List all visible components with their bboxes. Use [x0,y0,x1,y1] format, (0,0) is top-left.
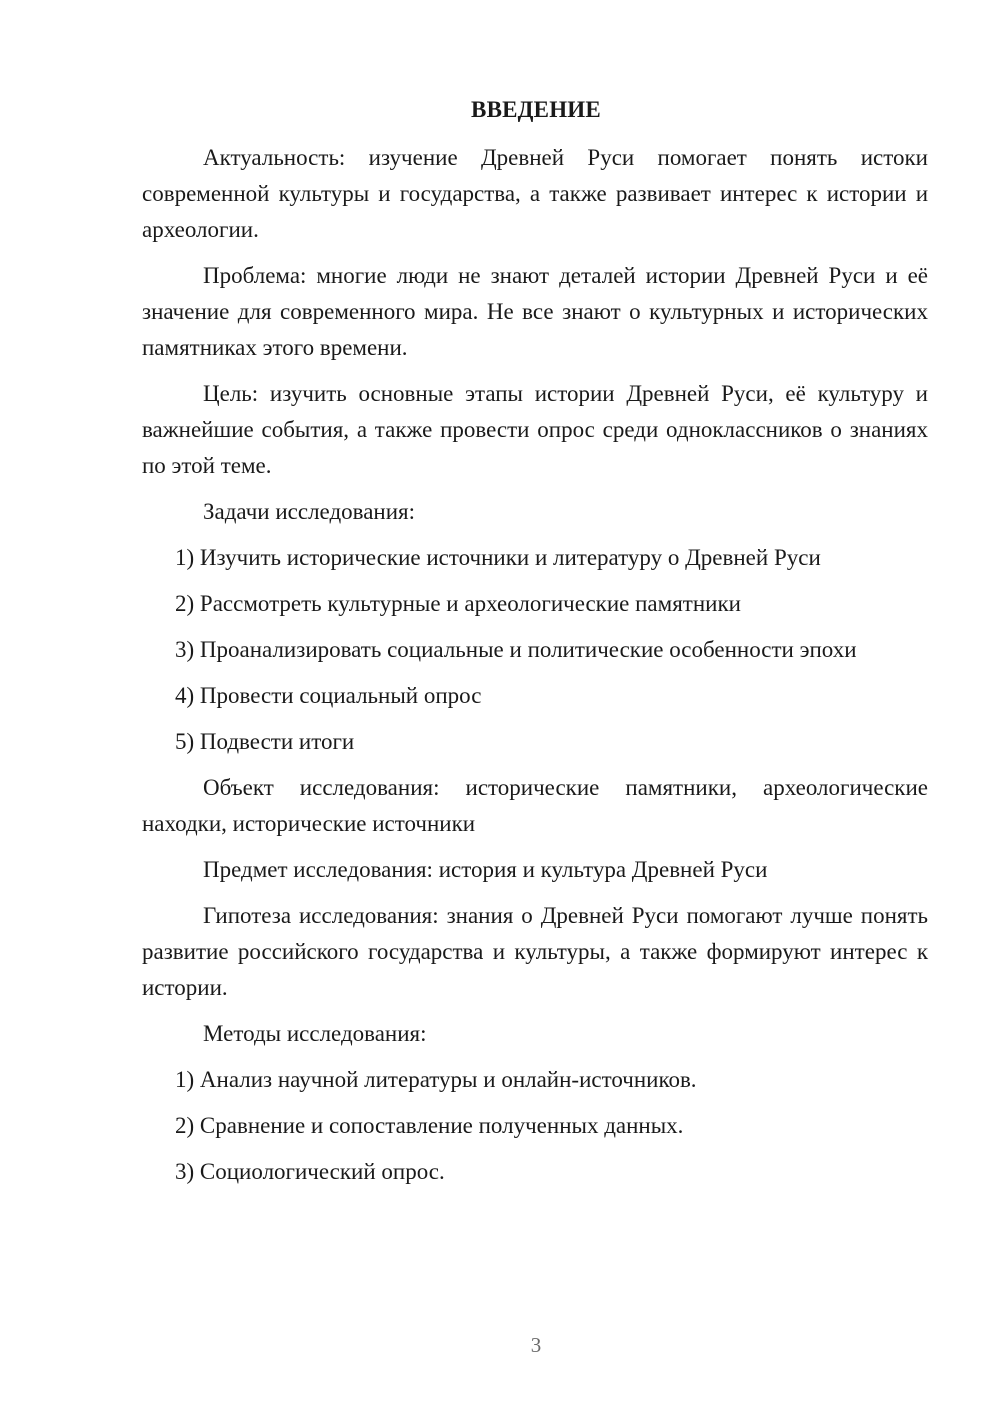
task-item-4: 4) Провести социальный опрос [175,683,482,708]
object-paragraph: Объект исследования: исторические памятники, археологические находки, исторические источники [142,775,928,836]
method-item-2: 2) Сравнение и сопоставление полученных данных. [175,1113,684,1138]
method-item-1: 1) Анализ научной литературы и онлайн-источников. [175,1067,697,1092]
methods-heading: Методы исследования: [203,1021,427,1046]
subject-paragraph: Предмет исследования: история и культура Древней Руси [203,857,768,882]
section-title: ВВЕДЕНИЕ [471,97,601,122]
problem-paragraph: Проблема: многие люди не знают деталей истории Древней Руси и её значение для современного мира. Не все знают о культурных и исторических памятниках этого времени. [142,263,928,360]
goal-paragraph: Цель: изучить основные этапы истории Древней Руси, её культуру и важнейшие события, а также провести опрос среди одноклассников о знаниях по этой теме. [142,381,928,478]
relevance-paragraph: Актуальность: изучение Древней Руси помогает понять истоки современной культуры и государства, а также развивает интерес к истории и археологии. [142,145,928,242]
task-item-3: 3) Проанализировать социальные и политические особенности эпохи [175,637,857,662]
method-item-3: 3) Социологический опрос. [175,1159,445,1184]
page-number: 3 [530,1333,542,1357]
hypothesis-paragraph: Гипотеза исследования: знания о Древней Руси помогают лучше понять развитие российского государства и культуры, а также формируют интерес к истории. [142,903,928,1000]
tasks-heading: Задачи исследования: [203,499,416,524]
task-item-5: 5) Подвести итоги [175,729,355,754]
task-item-2: 2) Рассмотреть культурные и археологические памятники [175,591,741,616]
task-item-1: 1) Изучить исторические источники и литературу о Древней Руси [175,545,821,570]
section-body [142,140,928,1200]
